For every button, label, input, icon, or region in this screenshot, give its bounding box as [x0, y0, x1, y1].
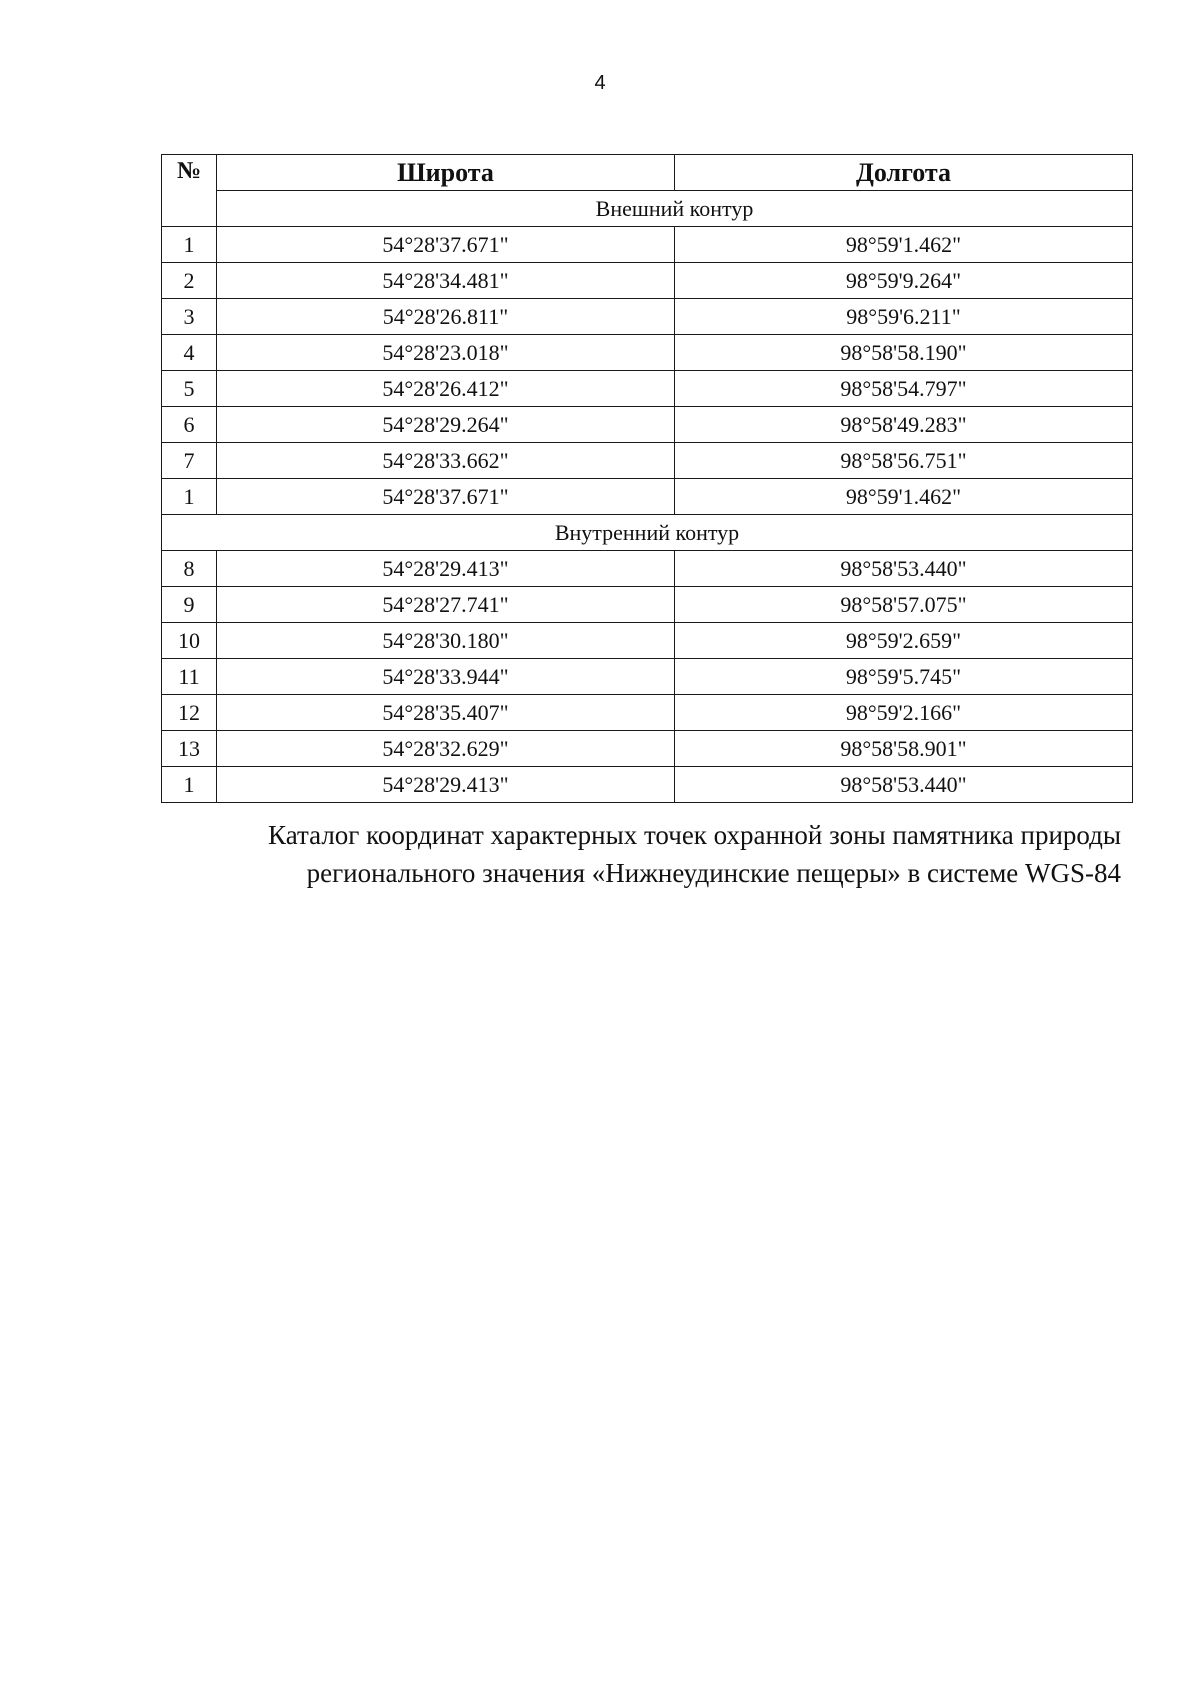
- longitude-cell: 98°58'58.190": [675, 335, 1133, 371]
- longitude-cell: 98°59'6.211": [675, 299, 1133, 335]
- table-row: [162, 263, 1133, 299]
- latitude-cell: 54°28'27.741": [217, 587, 675, 623]
- point-number-cell: 3: [162, 299, 217, 335]
- table-row: [162, 371, 1133, 407]
- section-title: Внешний контур: [217, 191, 1133, 227]
- longitude-cell: 98°59'9.264": [675, 263, 1133, 299]
- longitude-cell: 98°58'54.797": [675, 371, 1133, 407]
- header-number: №: [162, 155, 217, 227]
- latitude-cell: 54°28'34.481": [217, 263, 675, 299]
- table-caption: [161, 816, 1121, 892]
- point-number-cell: 9: [162, 587, 217, 623]
- longitude-cell: 98°58'53.440": [675, 767, 1133, 803]
- coordinates-table: [161, 154, 1133, 803]
- point-number-cell: 4: [162, 335, 217, 371]
- point-number-cell: 2: [162, 263, 217, 299]
- table-row: [162, 587, 1133, 623]
- table-row: [162, 695, 1133, 731]
- caption-line-1: Каталог координат характерных точек охранной зоны памятника природы: [268, 820, 1121, 850]
- longitude-cell: 98°58'56.751": [675, 443, 1133, 479]
- latitude-cell: 54°28'37.671": [217, 479, 675, 515]
- longitude-cell: 98°59'2.166": [675, 695, 1133, 731]
- latitude-cell: 54°28'32.629": [217, 731, 675, 767]
- longitude-cell: 98°59'5.745": [675, 659, 1133, 695]
- latitude-cell: 54°28'33.944": [217, 659, 675, 695]
- table-row: [162, 227, 1133, 263]
- longitude-cell: 98°58'58.901": [675, 731, 1133, 767]
- header-longitude: Долгота: [675, 155, 1133, 191]
- point-number-cell: 12: [162, 695, 217, 731]
- point-number-cell: 8: [162, 551, 217, 587]
- point-number-cell: 11: [162, 659, 217, 695]
- table-row: [162, 443, 1133, 479]
- point-number-cell: 1: [162, 767, 217, 803]
- section-title: Внутренний контур: [162, 515, 1133, 551]
- point-number-cell: 1: [162, 227, 217, 263]
- latitude-cell: 54°28'29.264": [217, 407, 675, 443]
- latitude-cell: 54°28'37.671": [217, 227, 675, 263]
- point-number-cell: 1: [162, 479, 217, 515]
- point-number-cell: 6: [162, 407, 217, 443]
- latitude-cell: 54°28'33.662": [217, 443, 675, 479]
- longitude-cell: 98°59'1.462": [675, 227, 1133, 263]
- table-body: [162, 227, 1133, 803]
- latitude-cell: 54°28'23.018": [217, 335, 675, 371]
- header-latitude: Широта: [217, 155, 675, 191]
- latitude-cell: 54°28'29.413": [217, 767, 675, 803]
- point-number-cell: 10: [162, 623, 217, 659]
- table-row: [162, 731, 1133, 767]
- table-row: [162, 551, 1133, 587]
- table-row: [162, 623, 1133, 659]
- table-row: [162, 479, 1133, 515]
- table-row: [162, 767, 1133, 803]
- point-number-cell: 13: [162, 731, 217, 767]
- latitude-cell: 54°28'30.180": [217, 623, 675, 659]
- section-row: [162, 515, 1133, 551]
- longitude-cell: 98°58'53.440": [675, 551, 1133, 587]
- latitude-cell: 54°28'35.407": [217, 695, 675, 731]
- table-row: [162, 335, 1133, 371]
- caption-line-2: регионального значения «Нижнеудинские пещеры» в системе WGS-84: [306, 858, 1121, 888]
- point-number-cell: 5: [162, 371, 217, 407]
- table-row: [162, 407, 1133, 443]
- latitude-cell: 54°28'26.811": [217, 299, 675, 335]
- latitude-cell: 54°28'26.412": [217, 371, 675, 407]
- longitude-cell: 98°59'2.659": [675, 623, 1133, 659]
- section-row: [162, 191, 1133, 227]
- table-row: [162, 299, 1133, 335]
- point-number-cell: 7: [162, 443, 217, 479]
- page-number: 4: [594, 72, 606, 94]
- latitude-cell: 54°28'29.413": [217, 551, 675, 587]
- longitude-cell: 98°59'1.462": [675, 479, 1133, 515]
- table-header-row: [162, 155, 1133, 191]
- table-row: [162, 659, 1133, 695]
- longitude-cell: 98°58'49.283": [675, 407, 1133, 443]
- longitude-cell: 98°58'57.075": [675, 587, 1133, 623]
